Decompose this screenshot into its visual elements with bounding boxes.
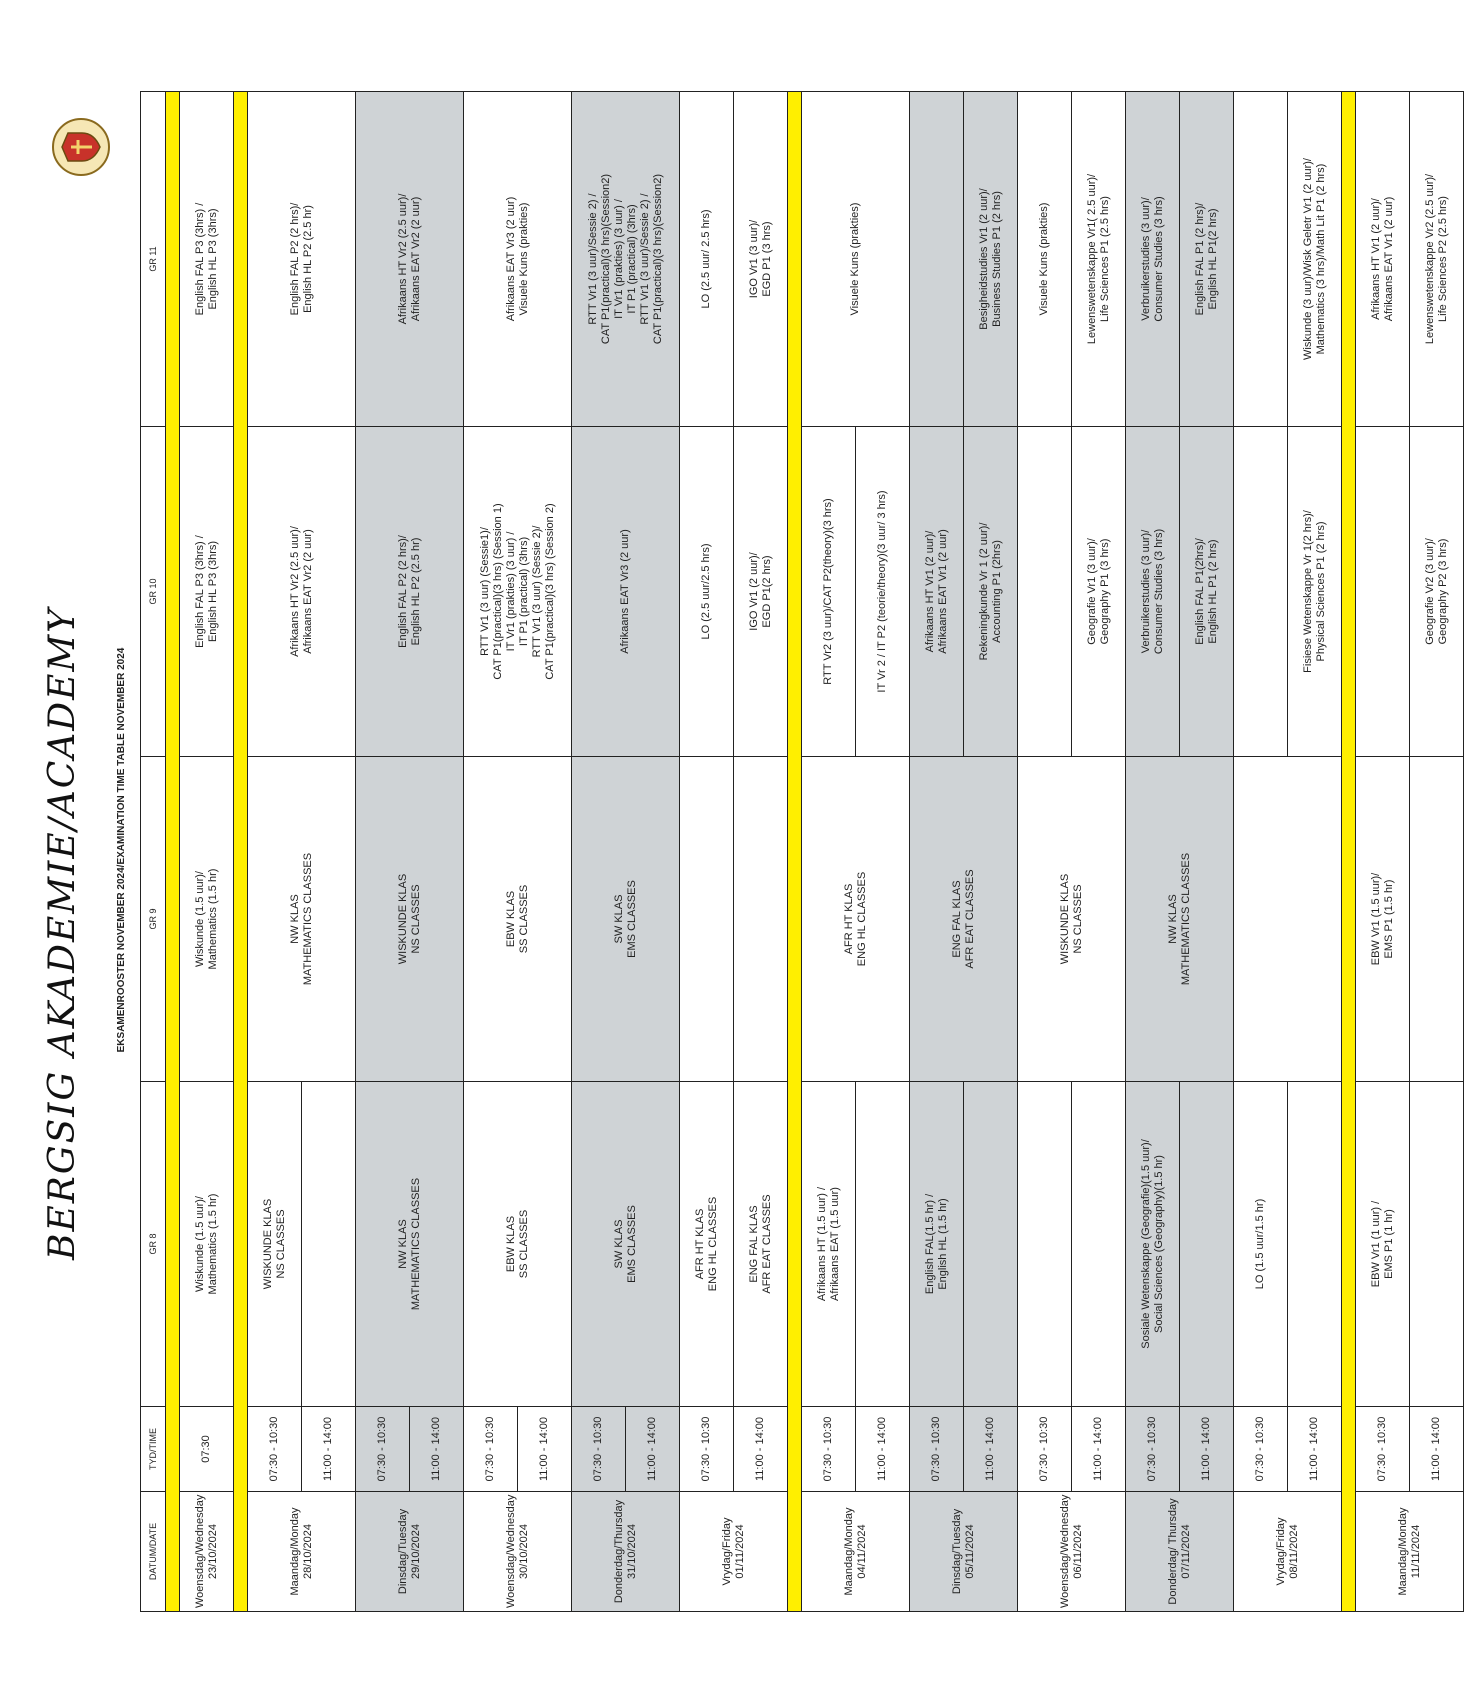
- gr11-cell: [910, 92, 964, 427]
- time-cell: 07:30: [180, 1407, 234, 1492]
- gr10-cell: Afrikaans EAT Vr3 (2 uur): [572, 427, 680, 757]
- rotated-page: [36, 80, 1449, 1620]
- header-gr8: GR 8: [141, 1082, 166, 1407]
- table-row: [1234, 92, 1288, 1612]
- gr10-cell: IT Vr 2 / IT P2 (teorie/theory)(3 uur/ 3 hrs): [856, 427, 910, 757]
- separator-row: [166, 92, 180, 1612]
- date-cell: Maandag/Monday 11/11/2024: [1356, 1492, 1464, 1612]
- gr8-cell: [1018, 1082, 1072, 1407]
- time-cell: 07:30 - 10:30: [248, 1407, 302, 1492]
- header-time: TYD/TIME: [141, 1407, 166, 1492]
- gr10-cell: English FAL P3 (3hrs) / English HL P3 (3hrs): [180, 427, 234, 757]
- date-cell: Donderdag/ Thursday 07/11/2024: [1126, 1492, 1234, 1612]
- separator-row: [788, 92, 802, 1612]
- gr9-cell: [734, 757, 788, 1082]
- date-cell: Vrydag/Friday 01/11/2024: [680, 1492, 788, 1612]
- table-row: [1018, 92, 1072, 1612]
- table-row: [464, 92, 518, 1612]
- gr10-cell: [1018, 427, 1072, 757]
- time-cell: 07:30 - 10:30: [464, 1407, 518, 1492]
- table-row: [248, 92, 302, 1612]
- time-cell: 11:00 - 14:00: [1410, 1407, 1464, 1492]
- time-cell: 07:30 - 10:30: [572, 1407, 626, 1492]
- gr11-cell: LO (2.5 uur/ 2.5 hrs): [680, 92, 734, 427]
- gr11-cell: Lewenswetenskappe Vr2 (2.5 uur)/ Life Sciences P2 (2.5 hrs): [1410, 92, 1464, 427]
- gr8-cell: ENG FAL KLAS AFR EAT CLASSES: [734, 1082, 788, 1407]
- date-cell: Maandag/Monday 28/10/2024: [248, 1492, 356, 1612]
- date-cell: Dinsdag/Tuesday 05/11/2024: [910, 1492, 1018, 1612]
- gr8-cell: [1072, 1082, 1126, 1407]
- time-cell: 11:00 - 14:00: [518, 1407, 572, 1492]
- separator-row: [1342, 92, 1356, 1612]
- time-cell: 11:00 - 14:00: [1072, 1407, 1126, 1492]
- header-gr10: GR 10: [141, 427, 166, 757]
- date-cell: Woensdag/Wednesday 06/11/2024: [1018, 1492, 1126, 1612]
- gr9-cell: [1410, 757, 1464, 1082]
- gr11-cell: English FAL P2 (2 hrs)/ English HL P2 (2.5 hr): [248, 92, 356, 427]
- gr10-cell: Verbruikerstudies (3 uur)/ Consumer Studies (3 hrs): [1126, 427, 1180, 757]
- page-title: BERGSIG AKADEMIE/ACADEMY: [42, 606, 83, 1260]
- time-cell: 11:00 - 14:00: [856, 1407, 910, 1492]
- separator-cell: [166, 92, 180, 1612]
- gr8-cell: AFR HT KLAS ENG HL CLASSES: [680, 1082, 734, 1407]
- gr9-cell: EBW Vr1 (1.5 uur)/ EMS P1 (1.5 hr): [1356, 757, 1410, 1082]
- time-cell: 11:00 - 14:00: [1180, 1407, 1234, 1492]
- gr10-cell: Geografie Vr1 (3 uur)/ Geography P1 (3 hrs): [1072, 427, 1126, 757]
- table-row: [180, 92, 234, 1612]
- gr9-cell: Wiskunde (1.5 uur)/ Mathematics (1.5 hr): [180, 757, 234, 1082]
- gr9-cell: WISKUNDE KLAS NS CLASSES: [356, 757, 464, 1082]
- gr10-cell: English FAL P2 (2 hrs)/ English HL P2 (2.5 hr): [356, 427, 464, 757]
- time-cell: 07:30 - 10:30: [1126, 1407, 1180, 1492]
- gr10-cell: IGO Vr1 (2 uur)/ EGD P1(2 hrs): [734, 427, 788, 757]
- separator-cell: [788, 92, 802, 1612]
- date-cell: Donderdag/Thursday 31/10/2024: [572, 1492, 680, 1612]
- gr11-cell: RTT Vr1 (3 uur)/Sessie 2) / CAT P1(practical)(3 hrs)(Session2) IT Vr1 (prakties) (3 uur) / IT P1 (practical) (3hrs) RTT Vr1 (3 uur)/Sessie 2) / CAT P1(practical)(3 hrs)(Session2): [572, 92, 680, 427]
- gr8-cell: EBW KLAS SS CLASSES: [464, 1082, 572, 1407]
- gr10-cell: Fisiese Wetenskappe Vr 1(2 hrs)/ Physical Sciences P1 (2 hrs): [1288, 427, 1342, 757]
- date-cell: Woensdag/Wednesday 23/10/2024: [180, 1492, 234, 1612]
- time-cell: 11:00 - 14:00: [302, 1407, 356, 1492]
- separator-row: [234, 92, 248, 1612]
- gr10-cell: English FAL P1(2hrs)/ English HL P1 (2 hrs): [1180, 427, 1234, 757]
- gr10-cell: [1234, 427, 1288, 757]
- table-row: [572, 92, 626, 1612]
- time-cell: 11:00 - 14:00: [964, 1407, 1018, 1492]
- time-cell: 07:30 - 10:30: [802, 1407, 856, 1492]
- gr10-cell: LO (2.5 uur/2.5 hrs): [680, 427, 734, 757]
- gr10-cell: RTT Vr2 (3 uur)/CAT P2(theory)(3 hrs): [802, 427, 856, 757]
- time-cell: 07:30 - 10:30: [910, 1407, 964, 1492]
- gr8-cell: NW KLAS MATHEMATICS CLASSES: [356, 1082, 464, 1407]
- gr9-cell: EBW KLAS SS CLASSES: [464, 757, 572, 1082]
- gr9-cell: NW KLAS MATHEMATICS CLASSES: [248, 757, 356, 1082]
- gr8-cell: SW KLAS EMS CLASSES: [572, 1082, 680, 1407]
- gr10-cell: Afrikaans HT Vr1 (2 uur)/ Afrikaans EAT Vr1 (2 uur): [910, 427, 964, 757]
- time-cell: 07:30 - 10:30: [356, 1407, 410, 1492]
- table-row: [356, 92, 410, 1612]
- gr8-cell: Sosiale Wetenskappe (Geografie)(1.5 uur)/ Social Sciences (Geography)(1.5 hr): [1126, 1082, 1180, 1407]
- table-row: [1410, 92, 1464, 1612]
- date-cell: Vrydag/Friday 08/11/2024: [1234, 1492, 1342, 1612]
- gr9-cell: [680, 757, 734, 1082]
- gr9-cell: SW KLAS EMS CLASSES: [572, 757, 680, 1082]
- gr11-cell: English FAL P3 (3hrs) / English HL P3 (3hrs): [180, 92, 234, 427]
- gr11-cell: Lewenswetenskappe Vr1( 2.5 uur)/ Life Sciences P1 (2.5 hrs): [1072, 92, 1126, 427]
- page-subtitle: EKSAMENROOSTER NOVEMBER 2024/EXAMINATION TIME TABLE NOVEMBER 2024: [116, 647, 127, 1053]
- gr11-cell: Afrikaans EAT Vr3 (2 uur) Visuele Kuns (prakties): [464, 92, 572, 427]
- table-row: [734, 92, 788, 1612]
- table-row: [680, 92, 734, 1612]
- table-row: [1126, 92, 1180, 1612]
- time-cell: 11:00 - 14:00: [410, 1407, 464, 1492]
- time-cell: 07:30 - 10:30: [1356, 1407, 1410, 1492]
- gr11-cell: Wiskunde (3 uur)/Wisk Geletr Vr1 (2 uur)/ Mathematics (3 hrs)/Math Lit P1 (2 hrs): [1288, 92, 1342, 427]
- gr9-cell: ENG FAL KLAS AFR EAT CLASSES: [910, 757, 1018, 1082]
- gr11-cell: Besigheidstudies Vr1 (2 uur)/ Business Studies P1 (2 hrs): [964, 92, 1018, 427]
- gr11-cell: [1234, 92, 1288, 427]
- gr8-cell: WISKUNDE KLAS NS CLASSES: [248, 1082, 302, 1407]
- table-header-row: [141, 92, 166, 1612]
- exam-timetable: [140, 91, 1464, 1612]
- gr8-cell: [964, 1082, 1018, 1407]
- gr10-cell: Geografie Vr2 (3 uur)/ Geography P2 (3 hrs): [1410, 427, 1464, 757]
- school-crest-icon: [50, 116, 112, 178]
- date-cell: Maandag/Monday 04/11/2024: [802, 1492, 910, 1612]
- date-cell: Dinsdag/Tuesday 29/10/2024: [356, 1492, 464, 1612]
- gr11-cell: Afrikaans HT Vr2 (2.5 uur)/ Afrikaans EAT Vr2 (2 uur): [356, 92, 464, 427]
- table-row: [802, 92, 856, 1612]
- header-gr9: GR 9: [141, 757, 166, 1082]
- gr8-cell: [856, 1082, 910, 1407]
- table-row: [910, 92, 964, 1612]
- gr10-cell: Rekeningkunde Vr 1 (2 uur)/ Accounting P1 (2hrs): [964, 427, 1018, 757]
- gr11-cell: Visuele Kuns (prakties): [1018, 92, 1072, 427]
- gr9-cell: AFR HT KLAS ENG HL CLASSES: [802, 757, 910, 1082]
- time-cell: 07:30 - 10:30: [680, 1407, 734, 1492]
- time-cell: 07:30 - 10:30: [1234, 1407, 1288, 1492]
- gr9-cell: WISKUNDE KLAS NS CLASSES: [1018, 757, 1126, 1082]
- gr8-cell: EBW Vr1 (1 uur) / EMS P1 (1 hr): [1356, 1082, 1410, 1407]
- gr8-cell: [302, 1082, 356, 1407]
- header-gr11: GR 11: [141, 92, 166, 427]
- separator-cell: [234, 92, 248, 1612]
- gr10-cell: RTT Vr1 (3 uur) (Sessie1)/ CAT P1(practical)(3 hrs) (Session 1) IT Vr1 (prakties) (3 uur) / IT P1 (practical) (3hrs) RTT Vr1 (3 uur) (Sessie 2)/ CAT P1(practical)(3 hrs) (Session 2): [464, 427, 572, 757]
- separator-cell: [1342, 92, 1356, 1612]
- gr8-cell: [1410, 1082, 1464, 1407]
- gr8-cell: LO (1.5 uur/1.5 hr): [1234, 1082, 1288, 1407]
- time-cell: 11:00 - 14:00: [626, 1407, 680, 1492]
- gr11-cell: Verbruikerstudies (3 uur)/ Consumer Studies (3 hrs): [1126, 92, 1180, 427]
- date-cell: Woensdag/Wednesday 30/10/2024: [464, 1492, 572, 1612]
- gr8-cell: Wiskunde (1.5 uur)/ Mathematics (1.5 hr): [180, 1082, 234, 1407]
- gr10-cell: Afrikaans HT Vr2 (2.5 uur)/ Afrikaans EAT Vr2 (2 uur): [248, 427, 356, 757]
- header-date: DATUM/DATE: [141, 1492, 166, 1612]
- gr9-cell: NW KLAS MATHEMATICS CLASSES: [1126, 757, 1234, 1082]
- time-cell: 11:00 - 14:00: [1288, 1407, 1342, 1492]
- gr11-cell: Afrikaans HT Vr1 (2 uur)/ Afrikaans EAT Vr1 (2 uur): [1356, 92, 1410, 427]
- table-row: [1356, 92, 1410, 1612]
- time-cell: 11:00 - 14:00: [734, 1407, 788, 1492]
- gr11-cell: Visuele Kuns (prakties): [802, 92, 910, 427]
- gr8-cell: [1288, 1082, 1342, 1407]
- time-cell: 07:30 - 10:30: [1018, 1407, 1072, 1492]
- gr11-cell: IGO Vr1 (3 uur)/ EGD P1 (3 hrs): [734, 92, 788, 427]
- gr10-cell: [1356, 427, 1410, 757]
- gr8-cell: [1180, 1082, 1234, 1407]
- gr9-cell: [1234, 757, 1342, 1082]
- gr8-cell: Afrikaans HT (1.5 uur) / Afrikaans EAT (1.5 uur): [802, 1082, 856, 1407]
- gr8-cell: English FAL(1.5 hr) / English HL (1.5 hr): [910, 1082, 964, 1407]
- gr11-cell: English FAL P1 (2 hrs)/ English HL P1(2 hrs): [1180, 92, 1234, 427]
